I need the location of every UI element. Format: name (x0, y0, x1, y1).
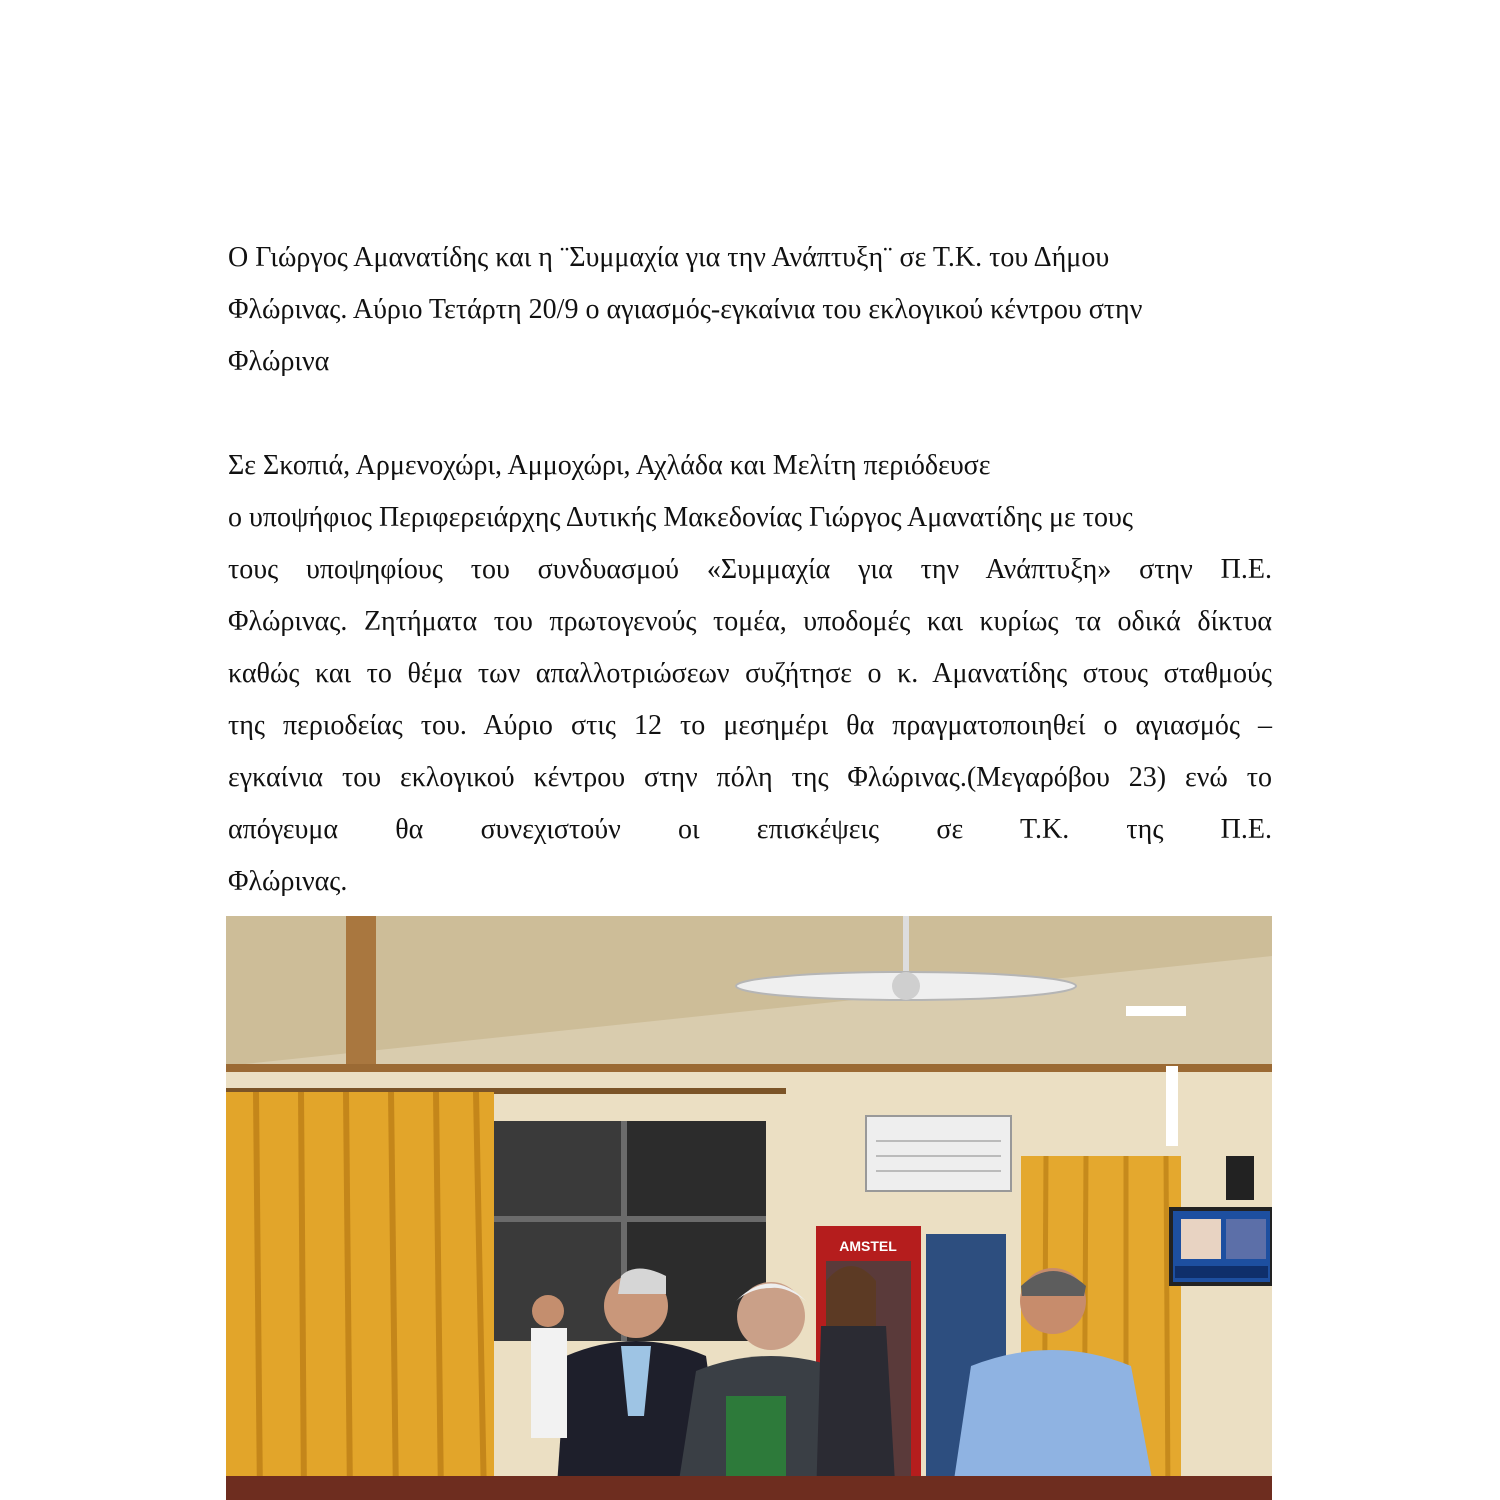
body-line: Σε Σκοπιά, Αρμενοχώρι, Αμμοχώρι, Αχλάδα και Μελίτη περιόδευσε (228, 450, 991, 481)
body-line: καθώς και το θέμα των απαλλοτριώσεων συζήτησε ο κ. Αμανατίδης στους σταθμούς (228, 658, 1272, 689)
ceiling-beam (346, 916, 376, 1066)
paragraph-gap (228, 388, 1272, 440)
body-line: Φλώρινας. (228, 866, 348, 897)
article-title (228, 232, 1272, 388)
ceiling-light (1166, 1066, 1178, 1146)
curtain-left (226, 1092, 494, 1500)
body-line: ο υποψήφιος Περιφερειάρχης Δυτικής Μακεδονίας Γιώργος Αμανατίδης με τους (228, 502, 1133, 533)
body-line: Φλώρινας. Ζητήματα του πρωτογενούς τομέα, υποδομές και κυρίως τα οδικά δίκτυα (228, 606, 1272, 637)
speaker (1226, 1156, 1254, 1200)
body-line: εγκαίνια του εκλογικού κέντρου στην πόλη της Φλώρινας.(Μεγαρόβου 23) ενώ το (228, 762, 1272, 793)
article-body (228, 440, 1272, 908)
photo-illustration (226, 916, 1272, 1500)
table-foreground (226, 1476, 1272, 1500)
ceiling-trim (226, 1064, 1272, 1072)
body-line: της περιοδείας του. Αύριο στις 12 το μεσημέρι θα πραγματοποιηθεί ο αγιασμός – (228, 710, 1272, 741)
tv-ticker (1175, 1266, 1268, 1278)
body-line: τους υποψηφίους του συνδυασμού «Συμμαχία για την Ανάπτυξη» στην Π.Ε. (228, 554, 1272, 585)
tv-image (1226, 1219, 1266, 1259)
article-content (228, 232, 1272, 908)
title-line: Ο Γιώργος Αμανατίδης και η ¨Συμμαχία για την Ανάπτυξη¨ σε Τ.Κ. του Δήμου (228, 242, 1110, 273)
tv-presenter (1181, 1219, 1221, 1259)
title-line: Φλώρινα (228, 346, 330, 377)
fan-hub (892, 972, 920, 1000)
ceiling-light (1126, 1006, 1186, 1016)
article-photo (226, 916, 1272, 1500)
fridge-brand: AMSTEL (839, 1238, 897, 1254)
body-line: απόγευμα θα συνεχιστούν οι επισκέψεις σε Τ.Κ. της Π.Ε. (228, 814, 1272, 845)
title-line: Φλώρινας. Αύριο Τετάρτη 20/9 ο αγιασμός-εγκαίνια του εκλογικού κέντρου στην (228, 294, 1143, 325)
air-conditioner (866, 1116, 1011, 1191)
person-background (531, 1295, 567, 1438)
